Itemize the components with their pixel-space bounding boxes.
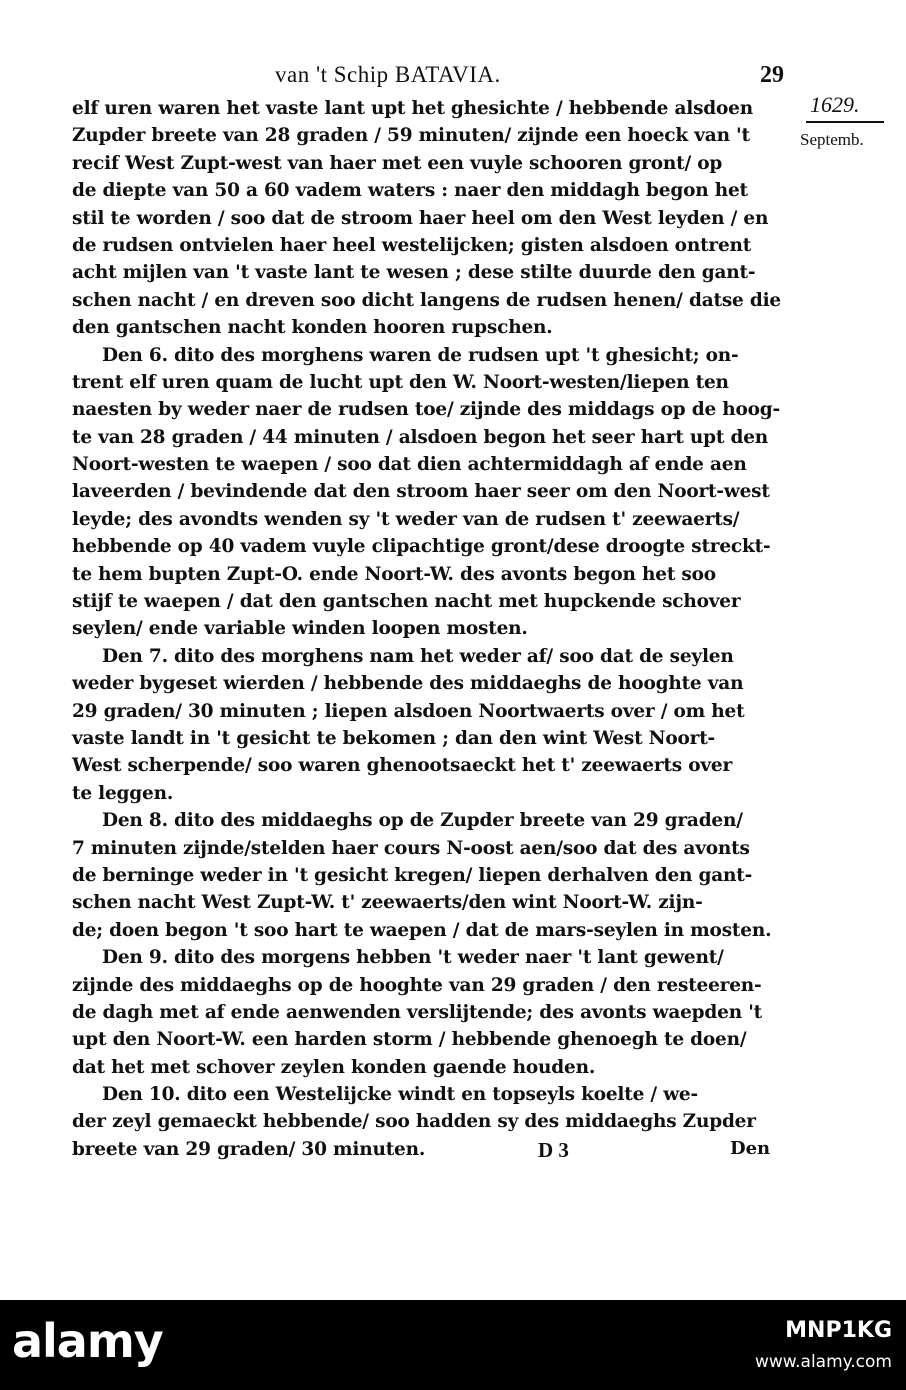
text-line: 29 graden/ 30 minuten ; liepen alsdoen Noortwaerts over / om het (72, 700, 745, 722)
margin-note-year: 1629. (810, 92, 860, 117)
text-line: de; doen begon 't soo hart te waepen / dat de mars-seylen in mosten. (72, 919, 772, 941)
body-text (72, 95, 792, 1163)
text-line: breete van 29 graden/ 30 minuten. (72, 1138, 426, 1160)
text-line: acht mijlen van 't vaste lant te wesen ; dese stilte duurde den gant- (72, 262, 756, 284)
text-line: recif West Zupt-west van haer met een vuyle schooren gront/ op (72, 152, 723, 174)
text-line: hebbende op 40 vadem vuyle clipachtige gront/dese droogte streckt- (72, 536, 771, 558)
text-line: schen nacht West Zupt-W. t' zeewaerts/den wint Noort-W. zijn- (72, 892, 703, 914)
text-line: seylen/ ende variable winden loopen mosten. (72, 618, 528, 640)
text-line: te van 28 graden / 44 minuten / alsdoen begon het seer hart upt den (72, 426, 769, 448)
text-line: naesten by weder naer de rudsen toe/ zijnde des middags op de hoog- (72, 399, 780, 421)
page-number: 29 (760, 62, 784, 88)
text-line: de dagh met af ende aenwenden verslijtende; des avonts waepden 't (72, 1001, 763, 1023)
stock-watermark-bar (0, 1300, 906, 1390)
text-line: West scherpende/ soo waren ghenootsaeckt het t' zeewaerts over (72, 755, 733, 777)
text-line: Den 7. dito des morghens nam het weder af/ soo dat de seylen (102, 645, 734, 667)
text-line: weder bygeset wierden / hebbende des middaeghs de hooghte van (72, 673, 744, 695)
text-line: te leggen. (72, 782, 174, 804)
text-line: den gantschen nacht konden hooren rupschen. (72, 317, 553, 339)
margin-rule (806, 121, 884, 123)
text-line: Zupder breete van 28 graden / 59 minuten/ zijnde een hoeck van 't (72, 125, 750, 147)
text-line: de diepte van 50 a 60 vadem waters : naer den middagh begon het (72, 180, 748, 202)
text-line: schen nacht / en dreven soo dicht langens de rudsen henen/ datse die (72, 289, 782, 311)
text-line: trent elf uren quam de lucht upt den W. Noort-westen/liepen ten (72, 371, 729, 393)
stock-logo: alamy (12, 1314, 163, 1368)
running-title: van 't Schip BATAVIA. (275, 62, 501, 87)
text-line: Den 8. dito des middaeghs op de Zupder breete van 29 graden/ (102, 810, 743, 832)
text-line: Den 6. dito des morghens waren de rudsen upt 't ghesicht; on- (102, 344, 739, 366)
text-line: te hem bupten Zupt-O. ende Noort-W. des avonts begon het soo (72, 563, 716, 585)
text-line: stijf te waepen / dat den gantschen nacht met hupckende schover (72, 591, 741, 613)
text-line: laveerden / bevindende dat den stroom haer seer om den Noort-west (72, 481, 770, 503)
stock-url: www.alamy.com (754, 1352, 892, 1372)
text-line: stil te worden / soo dat de stroom haer heel om den West leyden / en (72, 207, 769, 229)
text-line: de berninge weder in 't gesicht kregen/ liepen derhalven den gant- (72, 864, 753, 886)
text-line: 7 minuten zijnde/stelden haer cours N-oost aen/soo dat des avonts (72, 837, 750, 859)
text-line: upt den Noort-W. een harden storm / hebbende ghenoegh te doen/ (72, 1029, 747, 1051)
text-line: dat het met schover zeylen konden gaende houden. (72, 1056, 596, 1078)
text-line: vaste landt in 't gesicht te bekomen ; dan den wint West Noort- (72, 727, 716, 749)
text-line: Den 10. dito een Westelijcke windt en topseyls koelte / we- (102, 1084, 698, 1106)
text-line: der zeyl gemaeckt hebbende/ soo hadden sy des middaeghs Zupder (72, 1111, 756, 1133)
margin-note-month: Septemb. (800, 130, 864, 149)
text-line: leyde; des avondts wenden sy 't weder van de rudsen t' zeewaerts/ (72, 508, 740, 530)
signature-mark: D 3 (538, 1138, 569, 1162)
text-line: Den 9. dito des morgens hebben 't weder naer 't lant gewent/ (102, 947, 724, 969)
image-id: MNP1KG (785, 1318, 892, 1343)
text-line: Noort-westen te waepen / soo dat dien achtermiddagh af ende aen (72, 454, 747, 476)
catchword: Den (730, 1138, 771, 1159)
text-line: elf uren waren het vaste lant upt het ghesichte / hebbende alsdoen (72, 98, 753, 119)
text-line: zijnde des middaeghs op de hooghte van 29 graden / den resteeren- (72, 974, 762, 996)
text-line: de rudsen ontvielen haer heel westelijcken; gisten alsdoen ontrent (72, 234, 752, 256)
